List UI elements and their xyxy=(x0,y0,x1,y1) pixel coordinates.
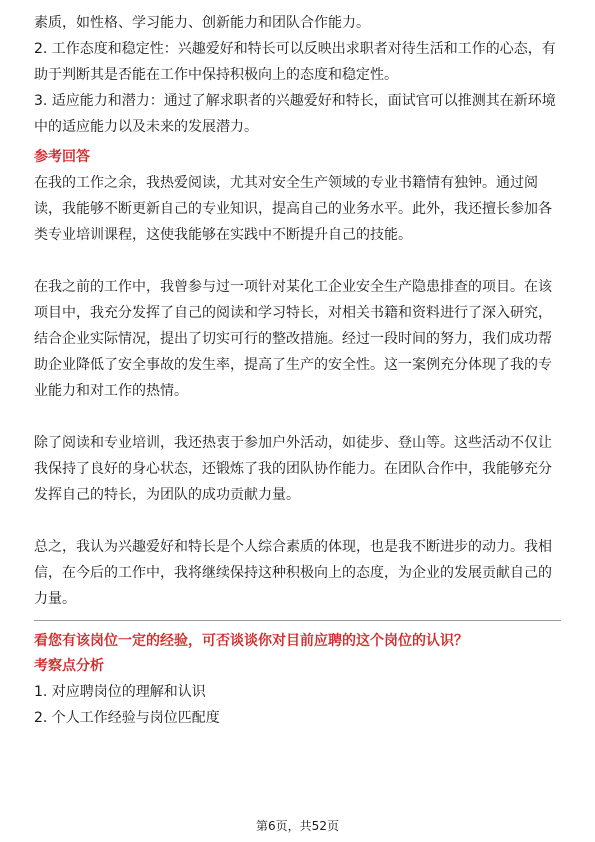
document-page xyxy=(34,10,561,731)
reference-answer-heading: 参考回答 xyxy=(34,149,90,165)
point-adaptability: 3. 适应能力和潜力：通过了解求职者的兴趣爱好和特长，面试官可以推测其在新环境中的适应能力以及未来的发展潜力。 xyxy=(34,93,556,135)
reference-answer-section xyxy=(34,144,561,612)
analysis-item: 2. 个人工作经验与岗位匹配度 xyxy=(34,710,220,726)
analysis-heading: 考察点分析 xyxy=(34,658,104,674)
text-line-quality: 素质，如性格、学习能力、创新能力和团队合作能力。 xyxy=(34,15,370,31)
top-section xyxy=(34,10,561,140)
question-title: 看您有该岗位一定的经验，可否谈谈你对目前应聘的这个岗位的认识？ xyxy=(34,633,468,649)
answer-paragraph: 总之，我认为兴趣爱好和特长是个人综合素质的体现，也是我不断进步的动力。我相信，在今后的工作中，我将继续保持这种积极向上的态度，为企业的发展贡献自己的力量。 xyxy=(34,539,552,607)
answer-paragraph: 在我之前的工作中，我曾参与过一项针对某化工企业安全生产隐患排查的项目。在该项目中，我充分发挥了自己的阅读和学习特长，对相关书籍和资料进行了深入研究，结合企业实际情况，提出了切实可行的整改措施。经过一段时间的努力，我们成功帮助企业降低了安全事故的发生率，提高了生产的安全性。这一案例充分体现了我的专业能力和对工作的热情。 xyxy=(34,279,552,399)
next-question-section xyxy=(34,629,561,731)
answer-paragraph: 除了阅读和专业培训，我还热衷于参加户外活动，如徒步、登山等。这些活动不仅让我保持了良好的身心状态，还锻炼了我的团队协作能力。在团队合作中，我能够充分发挥自己的特长，为团队的成功贡献力量。 xyxy=(34,435,552,503)
page-number: 第6页，共52页 xyxy=(256,819,339,833)
point-work-attitude: 2. 工作态度和稳定性：兴趣爱好和特长可以反映出求职者对待生活和工作的心态，有助于判断其是否能在工作中保持积极向上的态度和稳定性。 xyxy=(34,41,556,83)
section-divider xyxy=(34,620,561,621)
analysis-item: 1. 对应聘岗位的理解和认识 xyxy=(34,684,206,700)
answer-paragraph: 在我的工作之余，我热爱阅读，尤其对安全生产领域的专业书籍情有独钟。通过阅读，我能够不断更新自己的专业知识，提高自己的业务水平。此外，我还擅长参加各类专业培训课程，这使我能够在实践中不断提升自己的技能。 xyxy=(34,175,552,243)
